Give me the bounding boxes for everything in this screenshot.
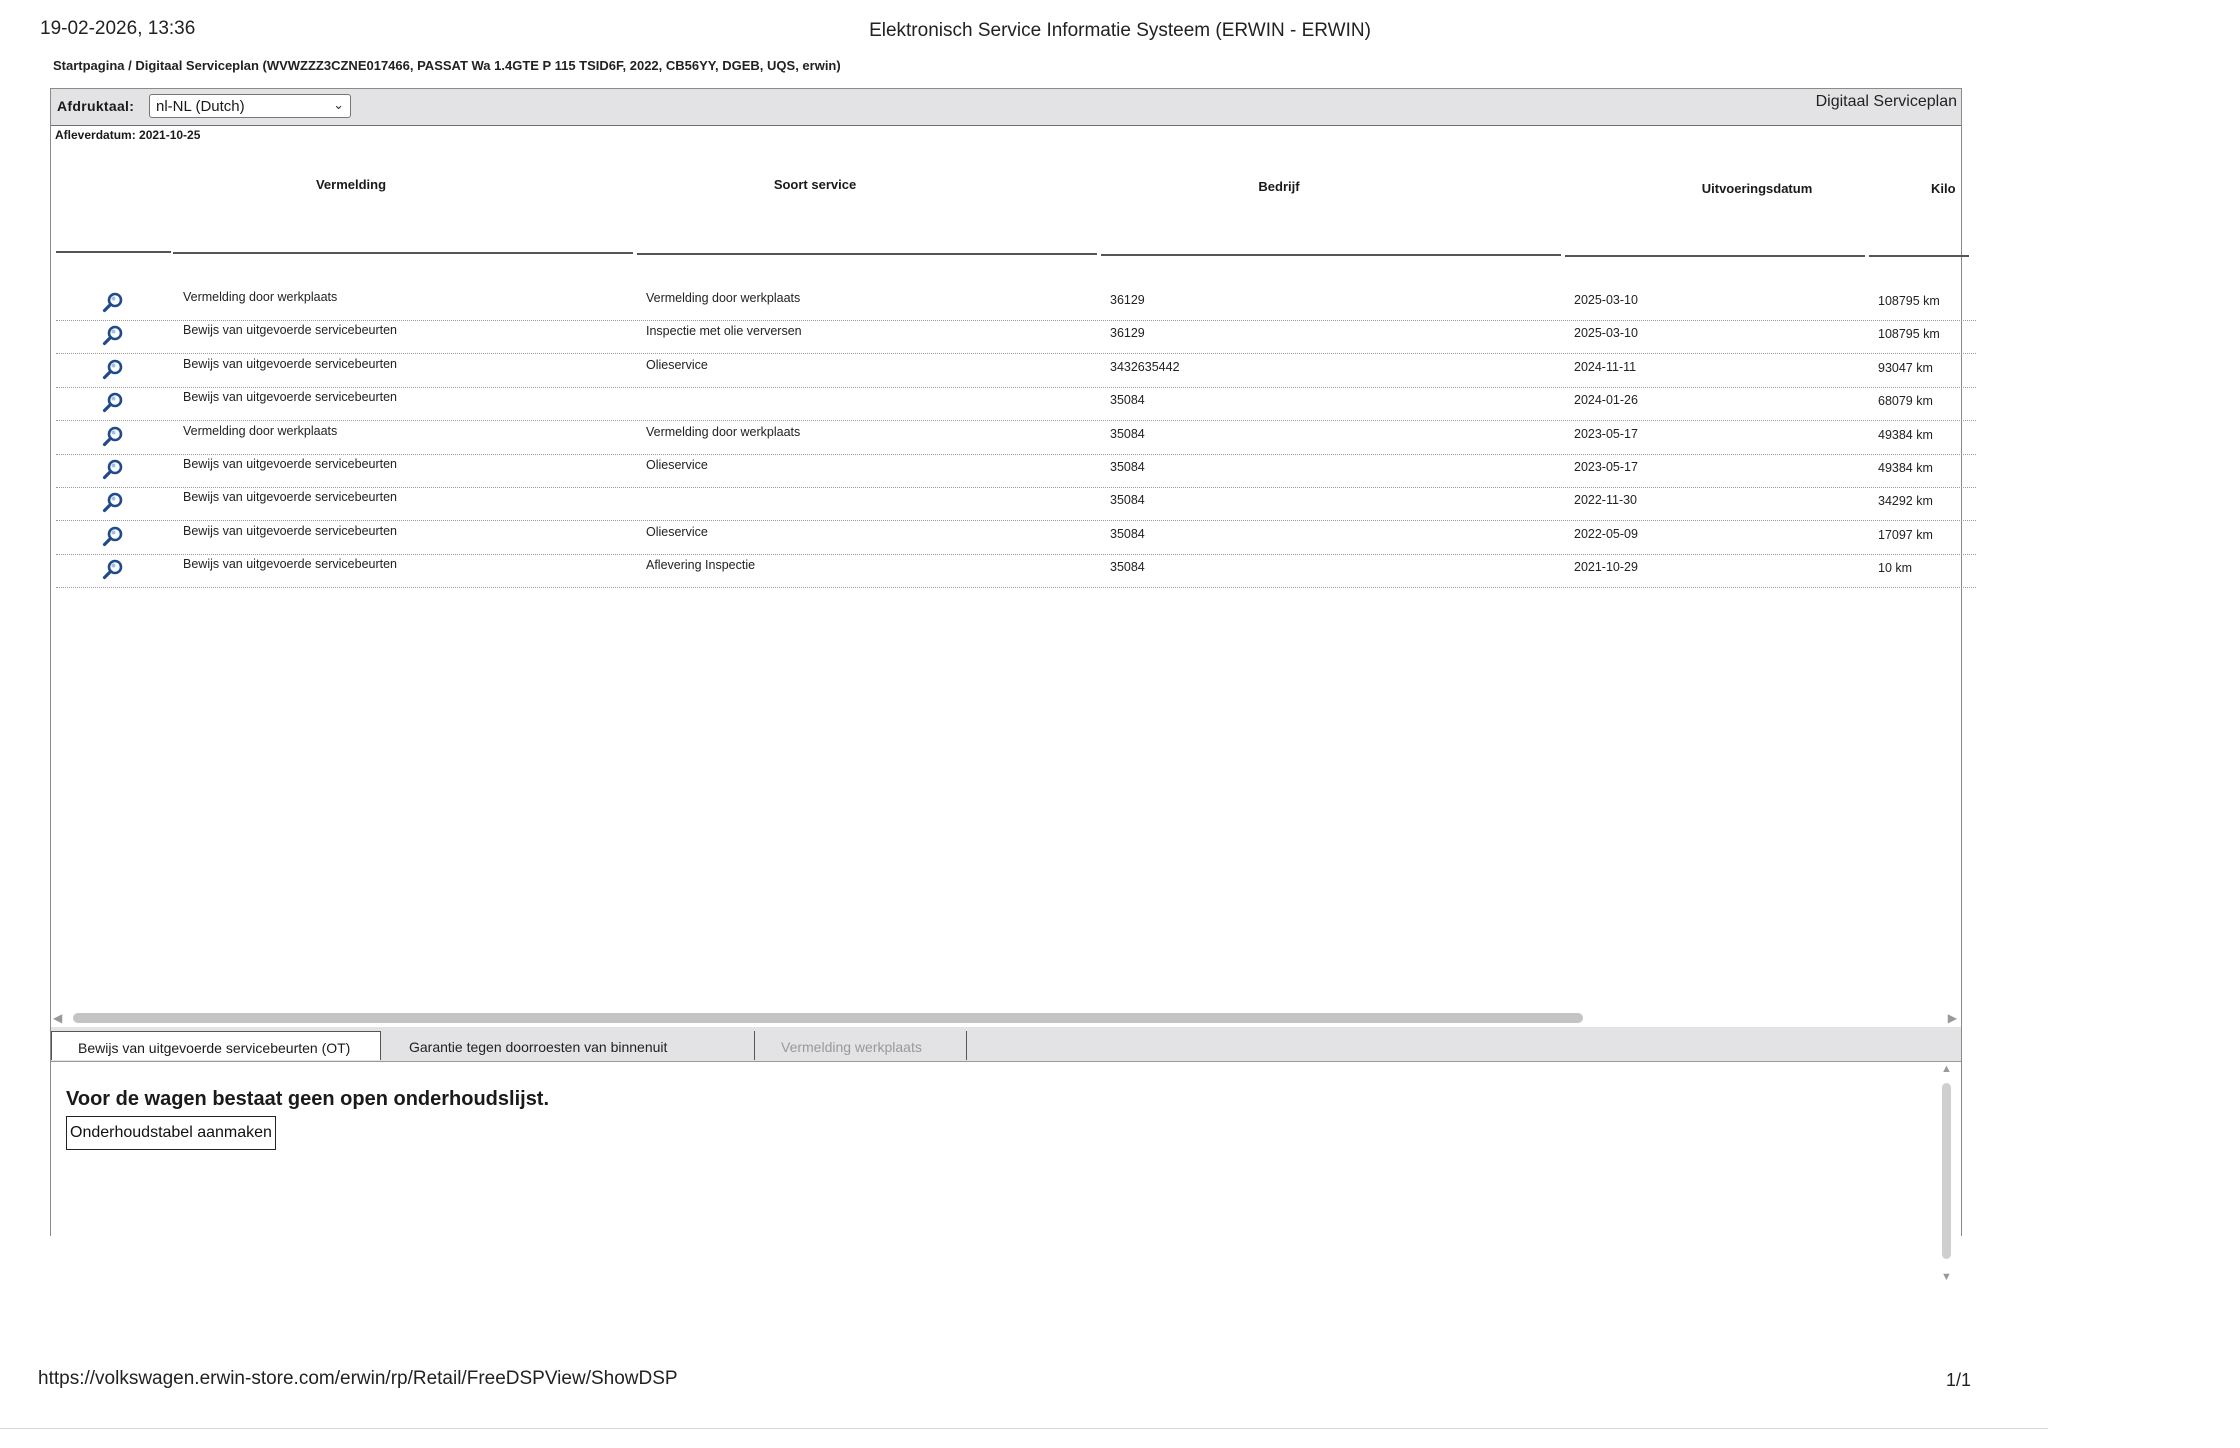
- cell-date: 2023-05-17: [1574, 460, 1638, 474]
- cell-service: Vermelding door werkplaats: [646, 424, 801, 439]
- cell-entry: Vermelding door werkplaats: [183, 290, 338, 304]
- table-row: [56, 287, 1976, 321]
- scroll-up-icon[interactable]: ▲: [1941, 1063, 1952, 1075]
- cell-entry: Bewijs van uitgevoerde servicebeurten: [183, 390, 398, 405]
- table-row: [56, 387, 1976, 421]
- cell-date: 2022-11-30: [1574, 493, 1638, 508]
- print-datetime: 19-02-2026, 13:36: [40, 18, 196, 39]
- table-row: [56, 354, 1976, 388]
- print-footer-url: https://volkswagen.erwin-store.com/erwin/rp/Retail/FreeDSPView/ShowDSP: [38, 1368, 678, 1389]
- table-row: [56, 554, 1976, 588]
- cell-company: 35084: [1110, 393, 1145, 408]
- column-header-company: Bedrijf: [1258, 179, 1300, 194]
- magnifier-icon[interactable]: [102, 425, 124, 447]
- cell-entry: Bewijs van uitgevoerde servicebeurten: [183, 356, 398, 371]
- cell-km: 34292 km: [1878, 494, 1933, 509]
- language-select-value: nl-NL (Dutch): [156, 98, 245, 115]
- tab-proof-of-service[interactable]: [51, 1031, 381, 1060]
- cell-km: 108795 km: [1878, 327, 1940, 342]
- cell-km: 49384 km: [1878, 427, 1933, 442]
- cell-company: 36129: [1110, 293, 1145, 307]
- header-rule: [1565, 255, 1865, 257]
- magnifier-icon[interactable]: [102, 458, 124, 480]
- tab-rust-warranty[interactable]: [383, 1031, 755, 1060]
- toolbar: [51, 89, 1961, 126]
- cell-company: 36129: [1110, 326, 1145, 341]
- column-header-service: Soort service: [773, 177, 857, 192]
- cell-date: 2023-05-17: [1574, 426, 1638, 441]
- cell-entry: Bewijs van uitgevoerde servicebeurten: [183, 557, 398, 572]
- cell-entry: Bewijs van uitgevoerde servicebeurten: [183, 323, 398, 338]
- page-edge: [0, 1428, 2048, 1429]
- cell-entry: Bewijs van uitgevoerde servicebeurten: [183, 490, 398, 505]
- cell-date: 2024-11-11: [1574, 359, 1637, 374]
- cell-date: 2022-05-09: [1574, 526, 1638, 541]
- header-rule: [56, 251, 171, 253]
- cell-company: 35084: [1110, 526, 1145, 541]
- cell-company: 3432635442: [1110, 359, 1180, 374]
- magnifier-icon[interactable]: [102, 558, 124, 580]
- vertical-scrollbar[interactable]: [1939, 1063, 1955, 1287]
- service-plan-frame: [50, 88, 1962, 1283]
- cell-service: Olieservice: [646, 458, 708, 472]
- cell-date: 2025-03-10: [1574, 293, 1638, 307]
- cell-company: 35084: [1110, 426, 1145, 441]
- table-row: [56, 454, 1976, 488]
- vertical-scroll-thumb[interactable]: [1942, 1083, 1951, 1259]
- tab-bar: [51, 1027, 1961, 1062]
- table-row: [56, 320, 1976, 354]
- breadcrumb: Startpagina / Digitaal Serviceplan (WVWZZZ3CZNE017466, PASSAT Wa 1.4GTE P 115 TSID6F, 2022, CB56YY, DGEB, UQS, erwin): [53, 58, 841, 73]
- tab-workshop-note: [755, 1031, 967, 1060]
- cell-service: Olieservice: [646, 524, 708, 539]
- cell-date: 2024-01-26: [1574, 393, 1638, 408]
- header-rule: [1101, 254, 1561, 256]
- chevron-down-icon: ⌄: [333, 97, 344, 112]
- cell-service: Inspectie met olie verversen: [646, 324, 802, 339]
- horizontal-scrollbar[interactable]: [51, 1009, 1961, 1029]
- magnifier-icon[interactable]: [102, 491, 124, 513]
- cell-service: Olieservice: [646, 357, 708, 372]
- magnifier-icon[interactable]: [102, 291, 124, 313]
- cell-company: 35084: [1110, 460, 1145, 474]
- cell-company: 35084: [1110, 560, 1145, 575]
- tab-label: Bewijs van uitgevoerde servicebeurten (OT): [78, 1040, 351, 1056]
- column-header-entry: Vermelding: [315, 177, 387, 192]
- language-select[interactable]: [149, 94, 351, 118]
- cell-service: Vermelding door werkplaats: [646, 291, 801, 305]
- cell-company: 35084: [1110, 493, 1145, 508]
- cell-date: 2025-03-10: [1574, 326, 1638, 341]
- table-row: [56, 521, 1976, 555]
- cell-km: 68079 km: [1878, 394, 1933, 409]
- column-header-km: Kilo: [1931, 181, 1956, 196]
- magnifier-icon[interactable]: [102, 324, 124, 346]
- tab-label: Garantie tegen doorroesten van binnenuit: [409, 1039, 668, 1055]
- header-rule: [173, 252, 633, 254]
- language-label: Afdruktaal:: [57, 98, 135, 114]
- tab-label: Vermelding werkplaats: [781, 1039, 922, 1055]
- magnifier-icon[interactable]: [102, 391, 124, 413]
- cell-date: 2021-10-29: [1574, 560, 1638, 575]
- cell-entry: Vermelding door werkplaats: [183, 423, 338, 438]
- table-row: [56, 421, 1976, 455]
- cell-km: 17097 km: [1878, 527, 1933, 542]
- magnifier-icon[interactable]: [102, 358, 124, 380]
- create-maintenance-table-button[interactable]: Onderhoudstabel aanmaken: [66, 1116, 276, 1150]
- header-rule: [1869, 255, 1969, 257]
- cell-entry: Bewijs van uitgevoerde servicebeurten: [183, 523, 398, 538]
- cell-km: 93047 km: [1878, 360, 1933, 375]
- table-row: [56, 487, 1976, 521]
- delivery-date: Afleverdatum: 2021-10-25: [55, 128, 201, 142]
- cell-entry: Bewijs van uitgevoerde servicebeurten: [183, 457, 398, 471]
- horizontal-scroll-thumb[interactable]: [73, 1013, 1583, 1023]
- magnifier-icon[interactable]: [102, 525, 124, 547]
- service-table: [51, 141, 1961, 1283]
- no-maintenance-list-message: Voor de wagen bestaat geen open onderhoudslijst.: [66, 1088, 550, 1110]
- cell-km: 108795 km: [1878, 294, 1940, 308]
- print-title: Elektronisch Service Informatie Systeem (ERWIN - ERWIN): [869, 20, 1371, 41]
- maintenance-panel: [51, 1063, 1961, 1287]
- scroll-left-icon[interactable]: ◀: [53, 1011, 63, 1025]
- panel-title: Digitaal Serviceplan: [1815, 93, 1957, 110]
- scroll-right-icon[interactable]: ▶: [1947, 1011, 1957, 1025]
- scroll-down-icon[interactable]: ▼: [1941, 1271, 1952, 1283]
- header-rule: [637, 253, 1097, 255]
- column-header-date: Uitvoeringsdatum: [1701, 181, 1813, 196]
- cell-km: 10 km: [1878, 561, 1913, 576]
- cell-service: Aflevering Inspectie: [646, 558, 756, 573]
- print-page-number: 1/1: [1946, 1370, 1972, 1390]
- cell-km: 49384 km: [1878, 461, 1933, 475]
